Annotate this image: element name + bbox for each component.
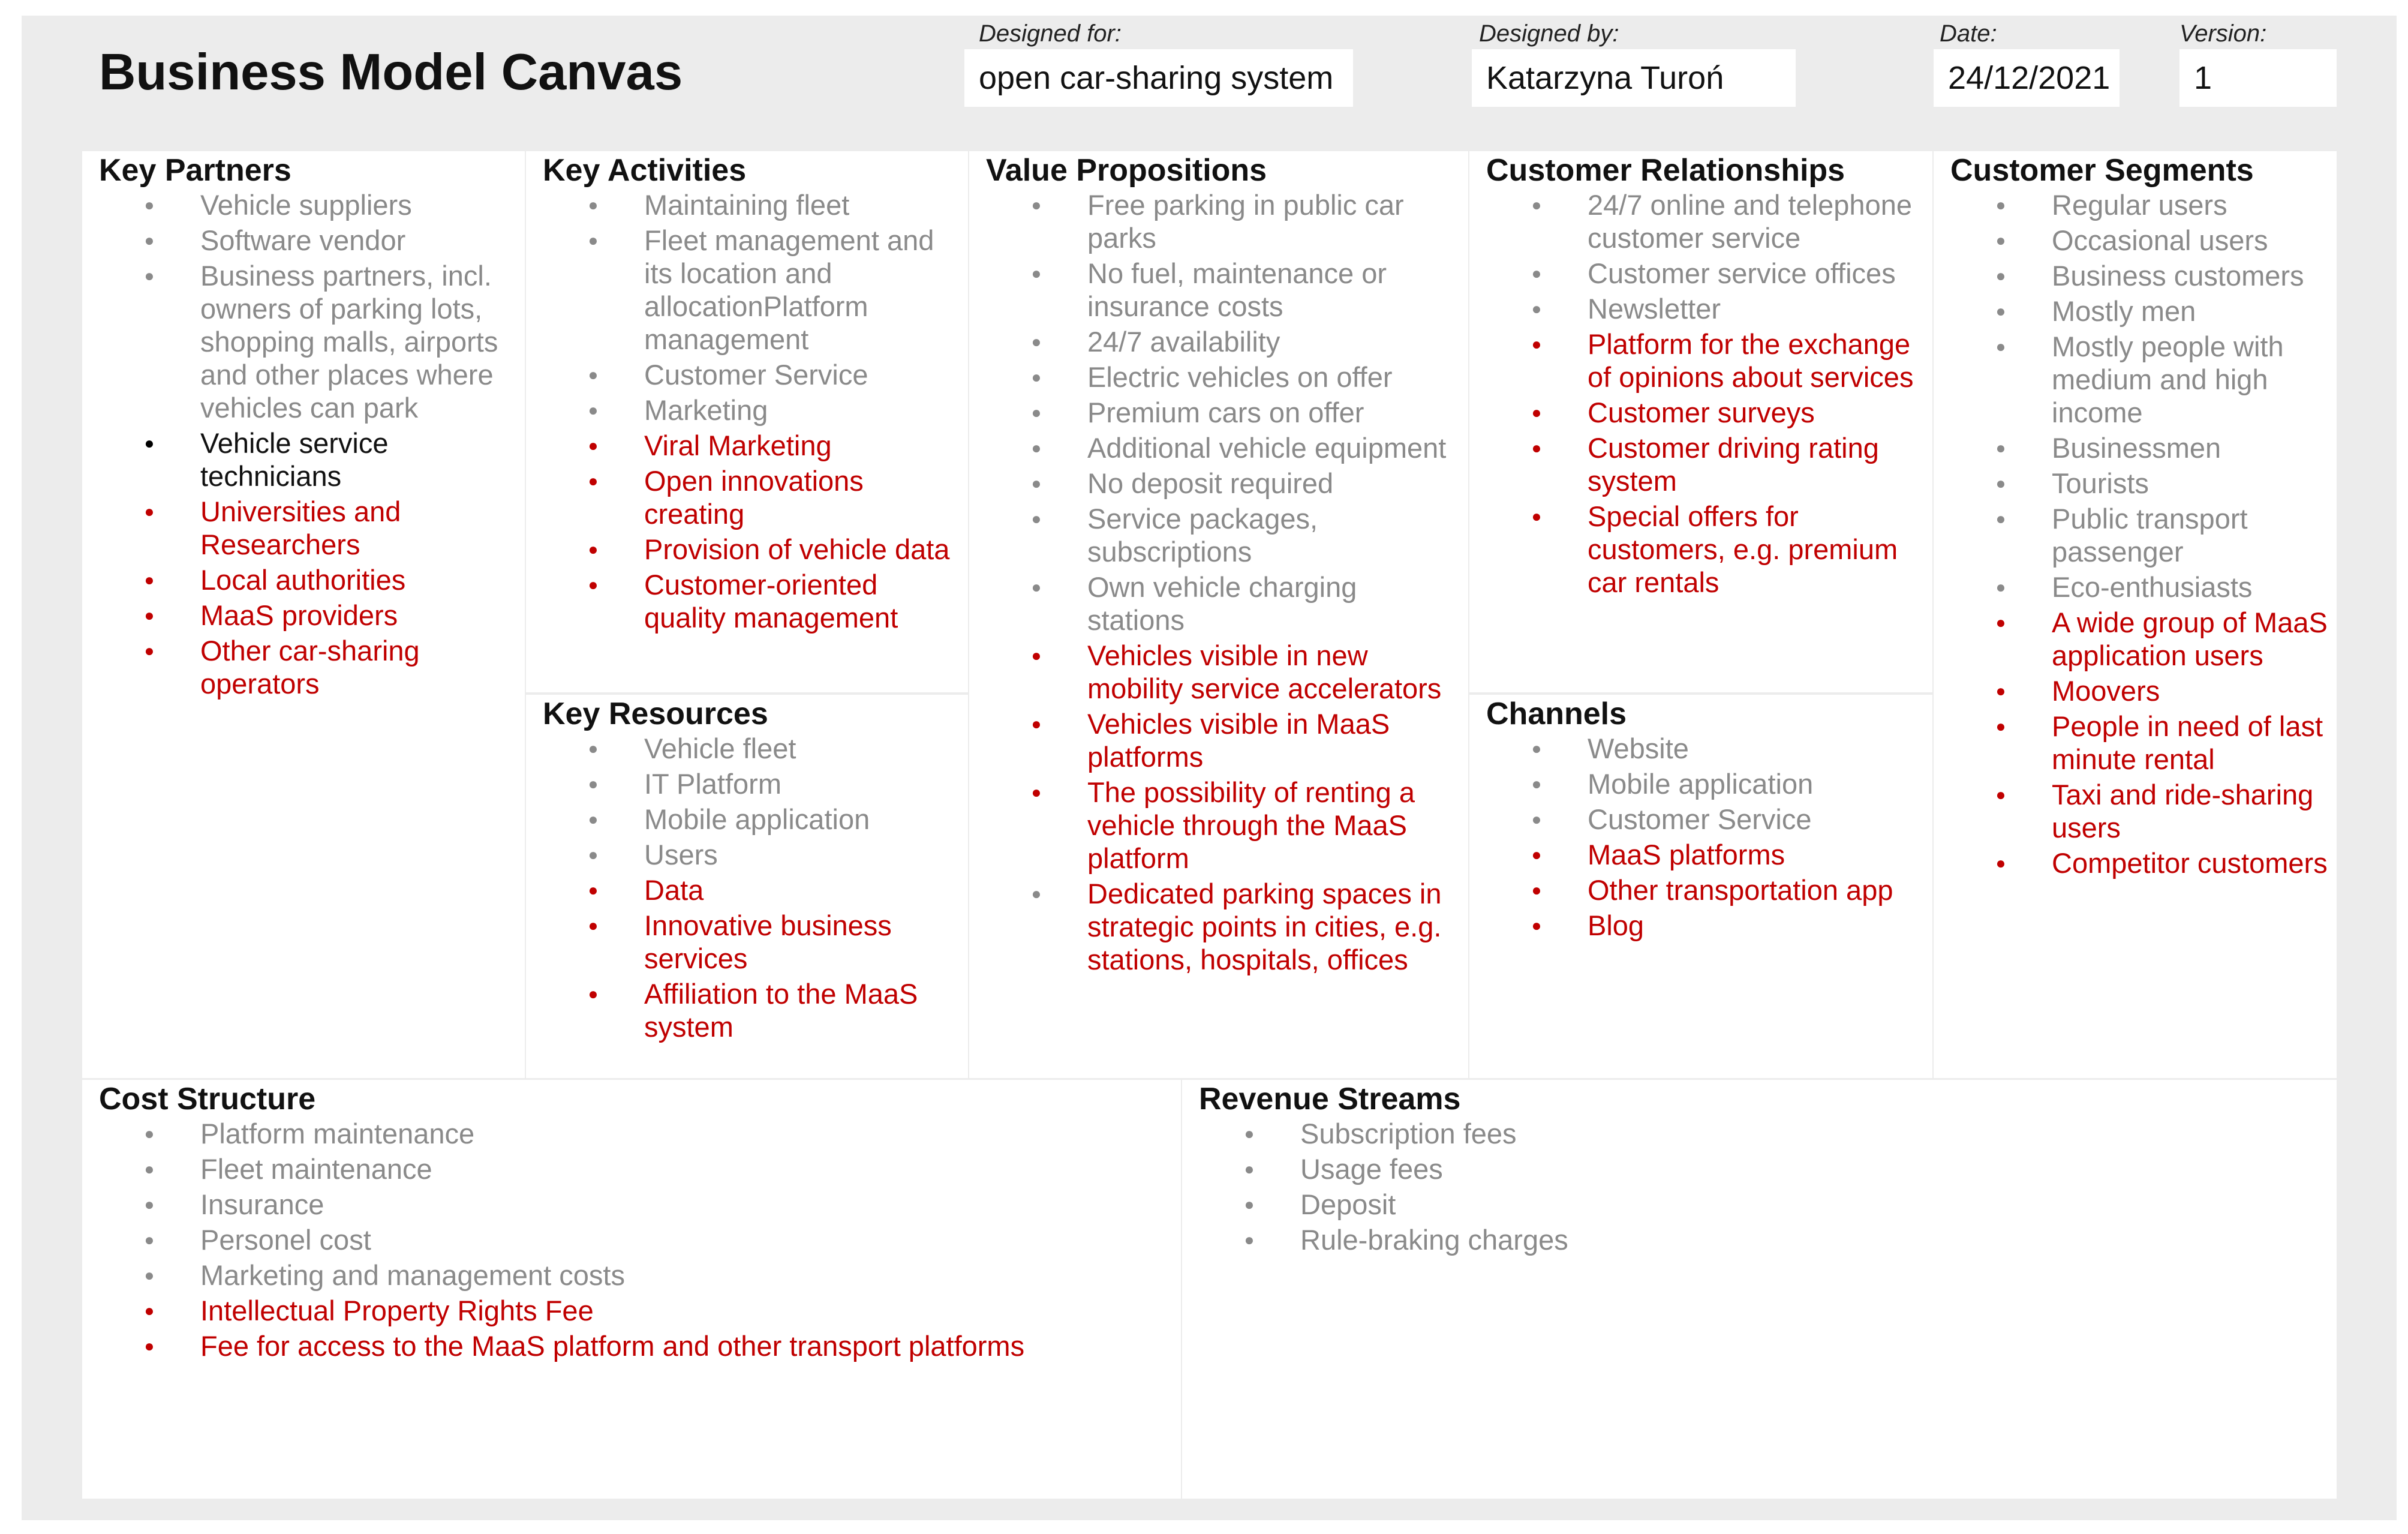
list-item-text: Affiliation to the MaaS system [644, 978, 918, 1043]
bullet-icon: ● [588, 575, 599, 594]
bullet-icon: ● [1531, 403, 1542, 422]
list-item [1995, 188, 2331, 221]
list-item [1995, 571, 2331, 604]
list-item-text: Additional vehicle equipment [1087, 432, 1447, 464]
bullet-icon: ● [1031, 474, 1042, 493]
bullet-icon: ● [588, 472, 599, 490]
bullet-icon: ● [1244, 1160, 1255, 1178]
bullet-icon: ● [588, 810, 599, 828]
revenue-streams-title: Revenue Streams [1199, 1082, 1461, 1116]
list-item-text: 24/7 online and telephone customer service [1588, 189, 1912, 254]
bullet-icon: ● [1031, 646, 1042, 665]
channels-title: Channels [1486, 697, 1627, 731]
bullet-icon: ● [144, 1124, 155, 1143]
customer-relationships-list [1531, 188, 1926, 601]
list-item [144, 1152, 1160, 1185]
list-item-text: Public transport passenger [2052, 503, 2248, 568]
bullet-icon: ● [1531, 739, 1542, 758]
list-item [1531, 873, 1926, 906]
bullet-icon: ● [1995, 717, 2006, 736]
list-item-text: Mostly men [2052, 295, 2196, 327]
revenue-streams-panel [1182, 1080, 2337, 1499]
bullet-icon: ● [144, 231, 155, 250]
customer-segments-panel [1934, 151, 2337, 1078]
bullet-icon: ● [144, 641, 155, 660]
list-item [144, 634, 500, 700]
list-item [144, 1117, 1160, 1150]
list-item-text: Tourists [2052, 467, 2149, 499]
cost-structure-list [144, 1117, 1160, 1365]
date-label: Date: [1940, 20, 1997, 47]
list-item [588, 394, 956, 427]
list-item-text: Regular users [2052, 189, 2227, 221]
list-item-text: Eco-enthusiasts [2052, 571, 2253, 603]
list-item [1531, 767, 1926, 800]
list-item-text: Vehicles visible in new mobility service accelerators [1087, 640, 1442, 704]
bullet-icon: ● [1031, 509, 1042, 528]
key-activities-list [588, 188, 956, 637]
bullet-icon: ● [1531, 264, 1542, 283]
bullet-icon: ● [1995, 302, 2006, 320]
list-item [1244, 1188, 2260, 1221]
list-item-text: Usage fees [1300, 1153, 1443, 1185]
list-item-text: Maintaining fleet [644, 189, 850, 221]
list-item-text: Vehicle suppliers [200, 189, 412, 221]
list-item-text: Mobile application [644, 803, 870, 835]
list-item [588, 873, 956, 906]
list-item [1531, 328, 1926, 394]
bullet-icon: ● [588, 436, 599, 455]
list-item [1995, 778, 2331, 844]
bullet-icon: ● [1531, 299, 1542, 318]
bullet-icon: ● [1531, 916, 1542, 935]
bullet-icon: ● [1031, 332, 1042, 351]
cost-structure-title: Cost Structure [99, 1082, 316, 1116]
list-item [588, 732, 956, 765]
list-item [1031, 396, 1456, 429]
list-item [1244, 1223, 2260, 1256]
bullet-icon: ● [1244, 1230, 1255, 1249]
list-item-text: Subscription fees [1300, 1118, 1517, 1149]
list-item [1031, 325, 1456, 358]
bullet-icon: ● [144, 1160, 155, 1178]
value-propositions-list [1031, 188, 1456, 978]
bullet-icon: ● [1995, 439, 2006, 457]
list-item [1995, 224, 2331, 257]
list-item-text: Occasional users [2052, 224, 2268, 256]
list-item [1995, 606, 2331, 672]
list-item [1031, 257, 1456, 323]
list-item [144, 495, 500, 561]
bullet-icon: ● [588, 881, 599, 899]
list-item [588, 838, 956, 871]
list-item-text: A wide group of MaaS application users [2052, 607, 2328, 671]
list-item [588, 909, 956, 975]
list-item-text: Software vendor [200, 224, 406, 256]
list-item [588, 568, 956, 634]
key-resources-panel [526, 695, 968, 1078]
list-item-text: Local authorities [200, 564, 406, 596]
list-item [1531, 500, 1926, 599]
bullet-icon: ● [1531, 881, 1542, 899]
list-item [588, 224, 956, 356]
bullet-icon: ● [1244, 1195, 1255, 1214]
customer-relationships-panel [1469, 151, 1932, 692]
list-item [144, 563, 500, 596]
key-partners-title: Key Partners [99, 153, 291, 188]
bullet-icon: ● [588, 774, 599, 793]
list-item-text: Provision of vehicle data [644, 533, 950, 565]
list-item-text: Customer Service [1588, 803, 1812, 835]
key-partners-panel [82, 151, 525, 1078]
list-item-text: Customer-oriented quality management [644, 569, 898, 634]
list-item [1995, 259, 2331, 292]
value-propositions-panel [969, 151, 1468, 1078]
customer-relationships-title: Customer Relationships [1486, 153, 1845, 188]
list-item [1531, 431, 1926, 497]
list-item [1531, 396, 1926, 429]
list-item-text: Fee for access to the MaaS platform and other transport platforms [200, 1330, 1025, 1362]
list-item-text: Viral Marketing [644, 430, 832, 461]
list-item-text: Website [1588, 733, 1689, 764]
value-propositions-title: Value Propositions [986, 153, 1267, 188]
list-item [144, 1329, 1160, 1362]
list-item [144, 188, 500, 221]
bullet-icon: ● [1995, 509, 2006, 528]
bullet-icon: ● [1531, 845, 1542, 864]
bullet-icon: ● [1995, 337, 2006, 356]
list-item-text: Customer service offices [1588, 257, 1896, 289]
list-item [144, 1259, 1160, 1292]
bullet-icon: ● [1531, 335, 1542, 353]
bullet-icon: ● [1031, 264, 1042, 283]
list-item-text: Marketing and management costs [200, 1259, 625, 1291]
bullet-icon: ● [1031, 439, 1042, 457]
list-item [1995, 295, 2331, 328]
list-item [1031, 467, 1456, 500]
list-item-text: Fleet management and its location and allocationPlatform management [644, 224, 934, 355]
list-item-text: Vehicle service technicians [200, 427, 389, 492]
list-item [1031, 639, 1456, 705]
version-field: 1 [2179, 49, 2337, 107]
list-item [588, 429, 956, 462]
list-item-text: Customer surveys [1588, 397, 1815, 428]
list-item-text: MaaS platforms [1588, 839, 1785, 870]
list-item [1031, 877, 1456, 976]
cost-structure-panel [82, 1080, 1181, 1499]
bullet-icon: ● [588, 401, 599, 419]
list-item-text: Customer Service [644, 359, 868, 391]
list-item [1531, 803, 1926, 836]
list-item-text: Service packages, subscriptions [1087, 503, 1318, 568]
list-item [144, 259, 500, 424]
list-item [588, 977, 956, 1043]
bullet-icon: ● [1031, 368, 1042, 386]
bullet-icon: ● [1031, 715, 1042, 733]
list-item-text: Intellectual Property Rights Fee [200, 1295, 594, 1326]
list-item-text: The possibility of renting a vehicle through the MaaS platform [1087, 776, 1415, 874]
bullet-icon: ● [1995, 474, 2006, 493]
bullet-icon: ● [1031, 578, 1042, 596]
list-item-text: Other car-sharing operators [200, 635, 420, 700]
bullet-icon: ● [144, 1266, 155, 1284]
bullet-icon: ● [588, 231, 599, 250]
list-item [1031, 571, 1456, 637]
date-field: 24/12/2021 [1934, 49, 2120, 107]
list-item-text: Business partners, incl. owners of parking lots, shopping malls, airports and other places where vehicles can park [200, 260, 498, 424]
bullet-icon: ● [144, 434, 155, 452]
list-item-text: IT Platform [644, 768, 781, 800]
list-item-text: Deposit [1300, 1188, 1396, 1220]
bullet-icon: ● [1244, 1124, 1255, 1143]
key-partners-list [144, 188, 500, 703]
list-item [588, 188, 956, 221]
bullet-icon: ● [588, 984, 599, 1003]
list-item-text: Rule-braking charges [1300, 1224, 1568, 1256]
list-item [588, 767, 956, 800]
list-item [144, 1294, 1160, 1327]
list-item [1531, 292, 1926, 325]
list-item-text: Own vehicle charging stations [1087, 571, 1357, 636]
list-item [1995, 502, 2331, 568]
list-item-text: Electric vehicles on offer [1087, 361, 1393, 393]
bullet-icon: ● [1995, 196, 2006, 214]
designed-for-label: Designed for: [979, 20, 1122, 47]
list-item-text: Vehicles visible in MaaS platforms [1087, 708, 1390, 773]
list-item-text: Dedicated parking spaces in strategic points in cities, e.g. stations, hospitals, offices [1087, 878, 1442, 975]
bullet-icon: ● [1995, 785, 2006, 804]
list-item [1031, 361, 1456, 394]
bullet-icon: ● [1995, 613, 2006, 632]
bullet-icon: ● [1531, 439, 1542, 457]
list-item-text: Vehicle fleet [644, 733, 796, 764]
list-item [588, 803, 956, 836]
list-item [588, 533, 956, 566]
bullet-icon: ● [1531, 507, 1542, 526]
list-item-text: Taxi and ride-sharing users [2052, 779, 2314, 843]
designed-by-label: Designed by: [1479, 20, 1619, 47]
list-item-text: Customer driving rating system [1588, 432, 1879, 497]
bullet-icon: ● [588, 739, 599, 758]
bullet-icon: ● [144, 266, 155, 285]
list-item [1244, 1152, 2260, 1185]
bullet-icon: ● [144, 606, 155, 625]
designed-by-field: Katarzyna Turoń [1472, 49, 1796, 107]
list-item [1995, 330, 2331, 429]
bullet-icon: ● [144, 1195, 155, 1214]
list-item-text: Mobile application [1588, 768, 1814, 800]
list-item [1531, 838, 1926, 871]
list-item [1031, 776, 1456, 875]
list-item [144, 1223, 1160, 1256]
list-item [588, 358, 956, 391]
customer-segments-title: Customer Segments [1950, 153, 2254, 188]
customer-segments-list [1995, 188, 2331, 882]
list-item-text: Other transportation app [1588, 874, 1893, 906]
list-item-text: Blog [1588, 909, 1645, 941]
list-item-text: Innovative business services [644, 909, 892, 974]
channels-list [1531, 732, 1926, 944]
bullet-icon: ● [144, 1230, 155, 1249]
list-item [1531, 257, 1926, 290]
list-item [1995, 674, 2331, 707]
list-item [1995, 846, 2331, 879]
key-activities-panel [526, 151, 968, 692]
list-item [1531, 188, 1926, 254]
list-item [1531, 909, 1926, 942]
list-item [1031, 502, 1456, 568]
list-item-text: Newsletter [1588, 293, 1721, 325]
bullet-icon: ● [588, 540, 599, 559]
key-resources-list [588, 732, 956, 1046]
list-item-text: Data [644, 874, 704, 906]
bullet-icon: ● [1995, 682, 2006, 700]
list-item-text: Free parking in public car parks [1087, 189, 1404, 254]
bullet-icon: ● [1031, 403, 1042, 422]
bullet-icon: ● [1031, 196, 1042, 214]
bullet-icon: ● [144, 1337, 155, 1355]
list-item-text: No deposit required [1087, 467, 1334, 499]
key-activities-title: Key Activities [543, 153, 747, 188]
bullet-icon: ● [588, 365, 599, 384]
bullet-icon: ● [1995, 854, 2006, 872]
list-item-text: Insurance [200, 1188, 324, 1220]
list-item [1031, 707, 1456, 773]
bullet-icon: ● [144, 1301, 155, 1320]
list-item [1531, 732, 1926, 765]
bullet-icon: ● [144, 502, 155, 521]
list-item-text: Platform maintenance [200, 1118, 475, 1149]
list-item [144, 224, 500, 257]
list-item-text: Mostly people with medium and high income [2052, 331, 2284, 428]
list-item [1031, 188, 1456, 254]
bullet-icon: ● [1531, 196, 1542, 214]
revenue-streams-list [1244, 1117, 2260, 1259]
list-item [588, 464, 956, 530]
list-item [1995, 431, 2331, 464]
page-title: Business Model Canvas [99, 44, 683, 101]
bullet-icon: ● [1531, 810, 1542, 828]
list-item-text: Marketing [644, 394, 768, 426]
list-item-text: Special offers for customers, e.g. premium car rentals [1588, 500, 1898, 598]
list-item-text: 24/7 availability [1087, 326, 1280, 358]
list-item-text: Platform for the exchange of opinions about services [1588, 328, 1914, 393]
bullet-icon: ● [1531, 774, 1542, 793]
list-item-text: Businessmen [2052, 432, 2221, 464]
key-resources-title: Key Resources [543, 697, 768, 731]
list-item-text: Users [644, 839, 718, 870]
list-item-text: Fleet maintenance [200, 1153, 432, 1185]
list-item [144, 599, 500, 632]
list-item-text: No fuel, maintenance or insurance costs [1087, 257, 1387, 322]
bullet-icon: ● [1031, 783, 1042, 801]
list-item [1244, 1117, 2260, 1150]
list-item-text: Open innovations creating [644, 465, 864, 530]
bullet-icon: ● [1995, 231, 2006, 250]
bullet-icon: ● [144, 196, 155, 214]
channels-panel [1469, 695, 1932, 1078]
version-label: Version: [2179, 20, 2267, 47]
list-item [1031, 431, 1456, 464]
list-item-text: Personel cost [200, 1224, 371, 1256]
bullet-icon: ● [1995, 578, 2006, 596]
list-item-text: Premium cars on offer [1087, 397, 1364, 428]
designed-for-field: open car-sharing system [964, 49, 1353, 107]
list-item-text: Business customers [2052, 260, 2304, 292]
list-item-text: MaaS providers [200, 599, 398, 631]
list-item [1995, 710, 2331, 776]
bullet-icon: ● [1995, 266, 2006, 285]
bullet-icon: ● [588, 845, 599, 864]
bullet-icon: ● [588, 916, 599, 935]
list-item-text: Competitor customers [2052, 847, 2328, 879]
list-item-text: Moovers [2052, 675, 2160, 707]
list-item [144, 1188, 1160, 1221]
bullet-icon: ● [1031, 884, 1042, 903]
list-item-text: People in need of last minute rental [2052, 710, 2323, 775]
list-item [1995, 467, 2331, 500]
list-item [144, 427, 500, 493]
list-item-text: Universities and Researchers [200, 496, 401, 560]
bullet-icon: ● [588, 196, 599, 214]
bullet-icon: ● [144, 571, 155, 589]
